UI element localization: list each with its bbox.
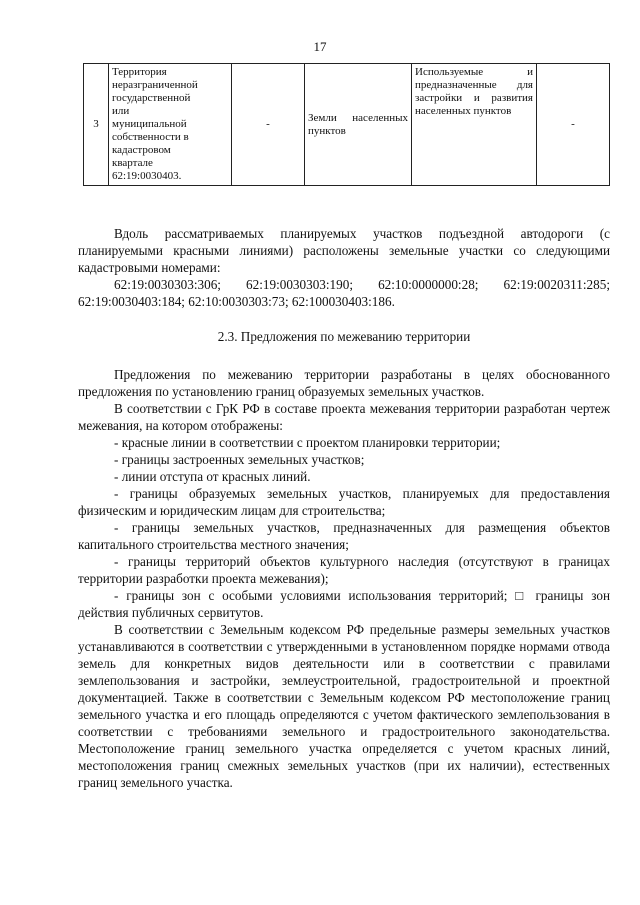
description-line: квартале [112,157,153,169]
paragraph: В соответствии с Земельным кодексом РФ предельные размеры земельных участков устанавливаются в соответствии с утвержденными в установленном порядке нормами отвода земель для конкретных видов деятельности или в соответствии с правилами землепользования и застройки, землеустроительной, градостроительной и проектной документацией. Также в соответствии с Земельным кодексом РФ местоположение границ земельного участка и его площадь определяются с учетом фактического землепользования в соответствии с требованиями земельного и градостроительного законодательства. Местоположение границ земельного участка определяется с учетом красных линий, местоположения границ смежных земельных участков (при их наличии), естественных границ земельного участка. [78,622,610,790]
row-number-cell: 3 [84,64,109,186]
parcels-table [83,63,610,186]
dash-cell: - [232,64,305,186]
description-line: муниципальной [112,118,187,130]
list-item: - линии отступа от красных линий. [114,469,311,484]
list-item: - границы застроенных земельных участков; [114,452,365,467]
document-body [78,225,610,791]
paragraph: Предложения по межеванию территории разработаны в целях обоснованного предложения по установлению границ образуемых земельных участков. [78,367,610,399]
land-category-cell: Земли населенных пунктов [305,64,412,186]
list-item: - границы земельных участков, предназначенных для размещения объектов капитального строительства местного значения; [78,520,610,552]
page-number: 17 [313,39,327,54]
description-line: государственной [112,92,191,104]
description-line: Территория [112,66,167,78]
description-line: собственности в [112,131,189,143]
list-item: - границы образуемых земельных участков, планируемых для предоставления физическим и юридическим лицам для строительства; [78,486,610,518]
list-item: - границы зон с особыми условиями использования территорий; □ границы зон действия публичных сервитутов. [78,588,610,620]
description-line: или [112,105,130,117]
description-line: кадастровом [112,144,171,156]
section-heading: 2.3. Предложения по межеванию территории [217,329,471,344]
list-item: - границы территорий объектов культурного наследия (отсутствуют в границах территории разработки проекта межевания); [78,554,610,586]
description-line: неразграниченной [112,79,198,91]
dash-cell: - [537,64,610,186]
list-item: - красные линии в соответствии с проектом планировки территории; [114,435,501,450]
table-row [84,64,610,186]
paragraph: Вдоль рассматриваемых планируемых участков подъездной автодороги (с планируемыми красными линиями) расположены земельные участки со следующими кадастровыми номерами: [78,226,610,275]
cadastral-numbers: 62:19:0030303:306; 62:19:0030303:190; 62:10:0000000:28; 62:19:0020311:285; 62:19:0030403:184; 62:10:0030303:73; 62:100030403:186. [78,277,610,309]
description-line: 62:19:0030403. [112,170,182,182]
territory-description-cell [109,64,232,186]
permitted-use-cell: Используемые и предназначенные для застройки и развития населенных пунктов [412,64,537,186]
paragraph: В соответствии с ГрК РФ в составе проекта межевания территории разработан чертеж межевания, на котором отображены: [78,401,610,433]
